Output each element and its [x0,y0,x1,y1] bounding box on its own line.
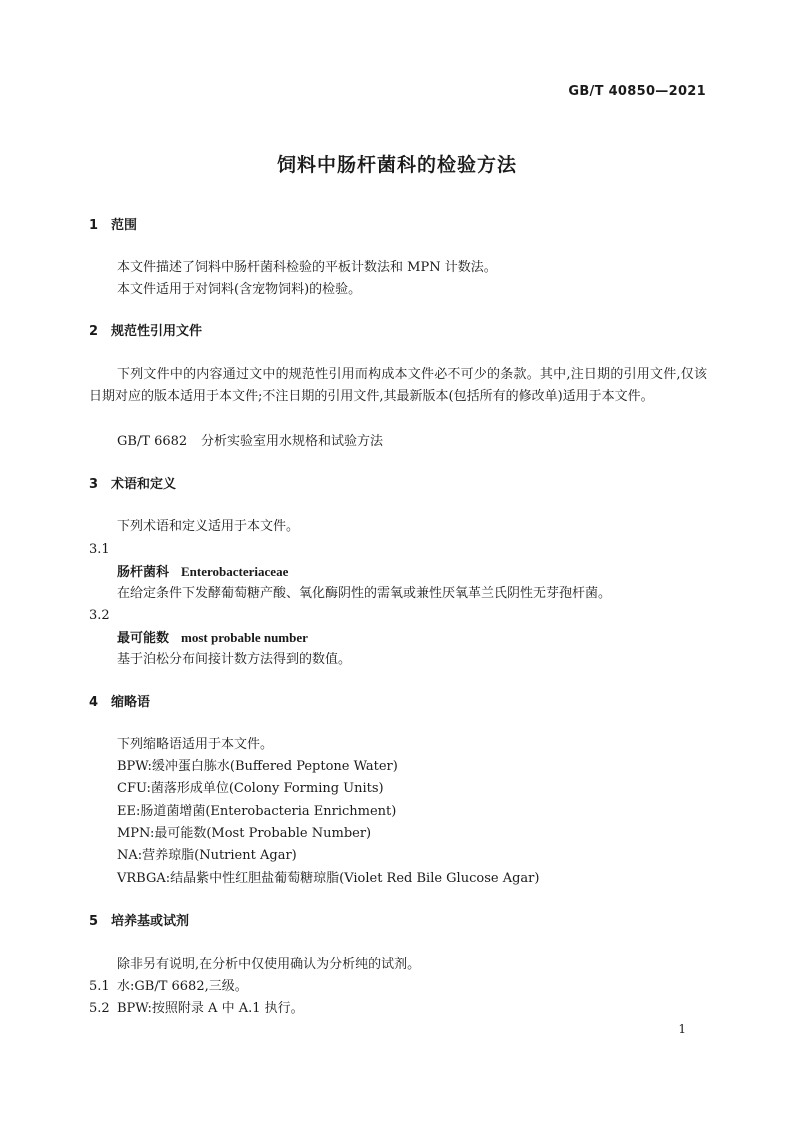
clause-text: BPW:按照附录 A 中 A.1 执行。 [117,1001,304,1016]
section-number: 4 [89,695,99,710]
term-3-2 [89,627,735,650]
section-1-paragraph-2: 本文件适用于对饲料(含宠物饲料)的检验。 [117,282,362,297]
clause-5-1 [89,976,707,998]
normative-reference [89,431,735,453]
reference-code: GB/T 6682 [117,434,188,449]
term-chinese: 肠杆菌科 [117,565,170,580]
section-number: 1 [89,218,99,233]
term-chinese: 最可能数 [117,631,170,646]
section-4-heading [89,692,707,714]
abbreviation-item: BPW:缓冲蛋白胨水(Buffered Peptone Water) [117,759,398,774]
section-5-paragraph-1: 除非另有说明,在分析中仅使用确认为分析纯的试剂。 [117,957,421,972]
section-5-heading [89,911,707,933]
term-english: Enterobacteriaceae [181,564,289,579]
term-3-1-definition: 在给定条件下发酵葡萄糖产酸、氧化酶阴性的需氧或兼性厌氧革兰氏阴性无芽孢杆菌。 [117,586,612,601]
section-2-heading [89,321,707,343]
section-title: 规范性引用文件 [111,324,203,339]
document-title: 饲料中肠杆菌科的检验方法 [276,154,517,176]
reference-title: 分析实验室用水规格和试验方法 [201,434,384,449]
section-3-paragraph-1: 下列术语和定义适用于本文件。 [117,519,300,534]
term-3-2-definition: 基于泊松分布间接计数方法得到的数值。 [117,652,352,667]
section-1-heading [89,215,707,237]
section-2-paragraph-1: 下列文件中的内容通过文中的规范性引用而构成本文件必不可少的条款。其中,注日期的引用文件,仅该日期对应的版本适用于本文件;不注日期的引用文件,其最新版本(包括所有的修改单)适用于本文件。 [89,367,707,404]
term-3-2-number: 3.2 [89,608,110,623]
clause-text: 水:GB/T 6682,三级。 [117,979,248,994]
term-english: most probable number [181,630,308,645]
section-number: 5 [89,914,99,929]
abbreviation-item: VRBGA:结晶紫中性红胆盐葡萄糖琼脂(Violet Red Bile Glucose Agar) [117,871,540,886]
clause-5-2 [89,998,707,1020]
abbreviation-item: EE:肠道菌增菌(Enterobacteria Enrichment) [117,804,397,819]
term-3-1-number: 3.1 [89,542,110,557]
standard-code: GB/T 40850—2021 [568,84,706,99]
term-3-1 [89,561,735,584]
abbreviation-item: CFU:菌落形成单位(Colony Forming Units) [117,781,384,796]
section-title: 缩略语 [111,695,151,710]
page-number: 1 [678,1022,686,1036]
section-title: 术语和定义 [111,477,177,492]
section-title: 范围 [111,218,138,233]
section-3-heading [89,474,707,496]
section-number: 2 [89,324,99,339]
abbreviation-item: MPN:最可能数(Most Probable Number) [117,826,372,841]
section-4-paragraph-1: 下列缩略语适用于本文件。 [117,737,274,752]
section-number: 3 [89,477,99,492]
section-title: 培养基或试剂 [111,914,190,929]
section-1-paragraph-1: 本文件描述了饲料中肠杆菌科检验的平板计数法和 MPN 计数法。 [117,260,497,275]
clause-number: 5.1 [89,979,110,994]
abbreviation-item: NA:营养琼脂(Nutrient Agar) [117,848,297,863]
clause-number: 5.2 [89,1001,110,1016]
